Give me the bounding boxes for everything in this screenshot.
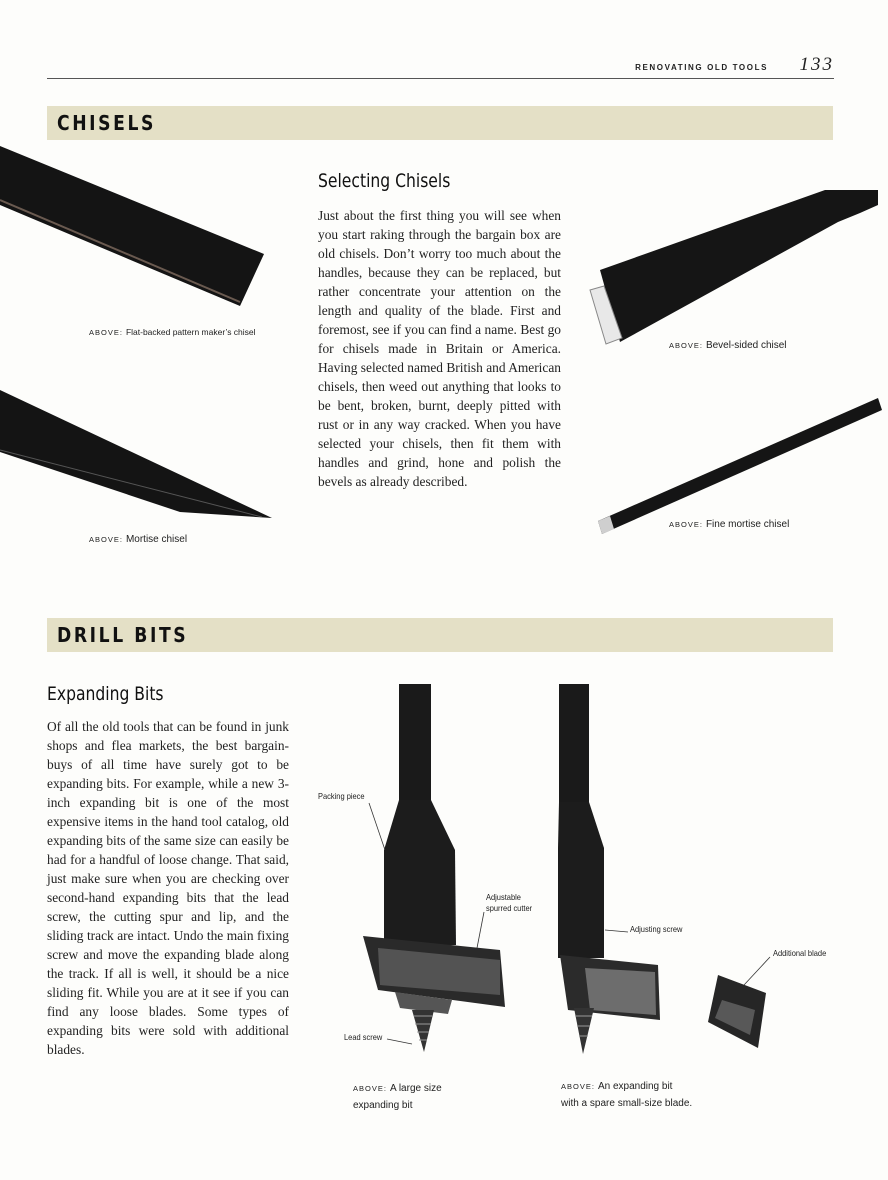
caption-large-expanding-bit: ABOVE: A large size: [353, 1083, 442, 1094]
callout-additional-blade: Additional blade: [773, 948, 827, 958]
caption-fine-mortise-chisel: ABOVE: Fine mortise chisel: [669, 519, 790, 530]
caption-flat-backed-chisel: ABOVE: Flat-backed pattern maker’s chisel: [89, 327, 256, 337]
caption-bevel-sided-chisel: ABOVE: Bevel-sided chisel: [669, 340, 787, 351]
drill-bits-section-title: DRILL BITS: [57, 623, 189, 647]
small-expanding-bit-image: [558, 684, 660, 1054]
callout-adjustable-line2: spurred cutter: [486, 903, 533, 913]
running-head: RENOVATING OLD TOOLS: [635, 63, 768, 72]
large-expanding-bit-image: [363, 684, 505, 1052]
callout-packing-piece: Packing piece: [318, 791, 365, 801]
callout-lead-screw: Lead screw: [344, 1032, 383, 1042]
page-number: 133: [799, 54, 834, 75]
caption-small-expanding-bit: ABOVE: An expanding bit: [561, 1081, 673, 1092]
caption-large-expanding-bit-line2: expanding bit: [353, 1100, 413, 1111]
additional-blade-image: [708, 975, 766, 1048]
expanding-bits-body: Of all the old tools that can be found in junk shops and flea markets, the best bargain-buys of all time have surely got to be expanding bits. For example, while a new 3-inch expanding bit is one of the most expensive items in the hand tool catalog, old expanding bits of the same size can easily be had for a handful of loose change. That said, just make sure when you are checking over second-hand expanding bits that the lead screw, the cutting spur and lip, and the sliding track are intact. Undo the main fixing screw and move the expanding blade along the track. If all is well, it should be a nice sliding fit. While you are at it see if you can find any loose blades. Some types of expanding bits were sold with additional blades.: [47, 719, 289, 1057]
selecting-chisels-body: Just about the first thing you will see when you start raking through the bargain box are old chisels. Don’t worry too much about the handles, because they can be replaced, but rather concentrate your attention on the length and quality of the blade. First and foremost, see if you can find a name. Best go for chisels made in Britain or America. Having selected named British and American chisels, then weed out anything that looks to be bent, broken, burnt, deeply pitted with rust or in any way cracked. When you have selected your chisels, then fit them with handles and grind, hone and polish the bevels as already described.: [318, 208, 561, 489]
callout-adjusting-screw: Adjusting screw: [630, 924, 683, 934]
caption-small-expanding-bit-line2: with a spare small-size blade.: [561, 1098, 693, 1109]
callout-adjustable-line1: Adjustable: [486, 892, 521, 902]
chisels-section-title: CHISELS: [57, 111, 156, 135]
caption-mortise-chisel: ABOVE: Mortise chisel: [89, 534, 188, 545]
selecting-chisels-heading: Selecting Chisels: [318, 170, 451, 192]
expanding-bits-heading: Expanding Bits: [47, 683, 164, 705]
